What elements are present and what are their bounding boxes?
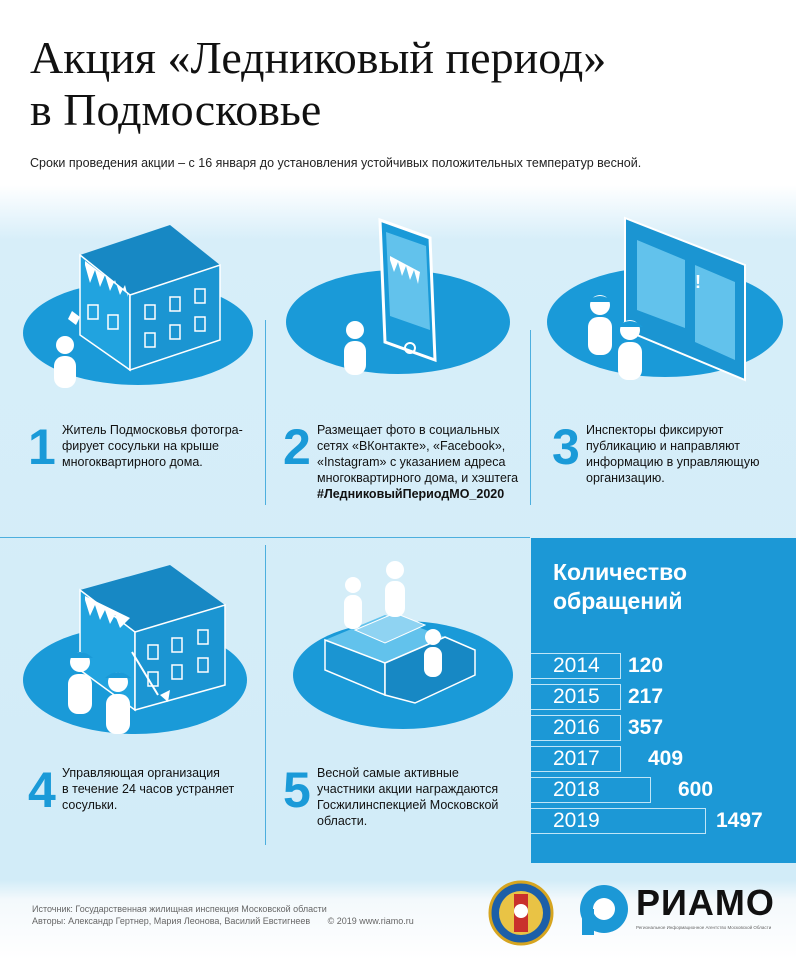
riamo-logo-subtitle: Региональное Информационное Агентство Московской Области	[636, 925, 772, 930]
step-number: 5	[283, 762, 311, 818]
stat-value: 1497	[716, 809, 763, 832]
stats-title: Количество обращений	[553, 559, 688, 614]
illustration-workers	[20, 560, 260, 750]
divider-v1	[265, 320, 266, 505]
divider-h1	[0, 537, 530, 538]
stat-year: 2015	[553, 685, 600, 708]
svg-text:!: !	[695, 272, 701, 292]
subtitle: Сроки проведения акции – с 16 января до установления устойчивых положительных температур весной.	[30, 156, 642, 170]
stat-year: 2018	[553, 778, 600, 801]
title-line-1: Акция «Ледниковый период»	[30, 32, 607, 83]
stat-year: 2019	[553, 809, 600, 832]
step-number: 1	[28, 419, 56, 475]
illustration-phone	[280, 210, 520, 395]
stat-row	[531, 653, 796, 679]
step-description: Инспекторы фиксируют публикацию и направляют информацию в управляющую организацию.	[586, 423, 760, 485]
stat-row	[531, 684, 796, 710]
illustration-podium	[285, 555, 520, 745]
stat-row	[531, 777, 796, 803]
source-text: Источник: Государственная жилищная инспекция Московской области	[32, 904, 327, 914]
illustration-inspectors	[545, 210, 795, 395]
stat-value: 217	[628, 685, 664, 708]
hashtag: #ЛедниковыйПериодМО_2020	[317, 487, 505, 501]
stat-year: 2016	[553, 716, 600, 739]
stat-value: 357	[628, 716, 664, 739]
step-description: Весной самые активные участники акции награждаются Госжилинспекцией Московской области.	[317, 766, 499, 828]
page-title	[30, 32, 790, 136]
riamo-logo-text: РИАМО	[636, 882, 775, 923]
title-line-2: в Подмосковье	[30, 84, 322, 135]
step-number: 4	[28, 762, 56, 818]
illustration-building-photo	[20, 215, 260, 395]
footer-credits	[32, 903, 414, 927]
emblem-icon	[488, 880, 554, 946]
stat-value: 120	[628, 654, 664, 677]
step-number: 3	[552, 419, 580, 475]
divider-v2	[530, 330, 531, 505]
stat-year: 2014	[553, 654, 600, 677]
riamo-logo-icon	[578, 883, 630, 935]
step-description: Размещает фото в социальных сетях «ВКонтакте», «Facebook», «Instagram» с указанием адреса многоквартирного дома, и хэштега #ЛедниковыйПериодМО_2020	[317, 423, 519, 501]
stat-value: 409	[648, 747, 684, 770]
stat-row	[531, 746, 796, 772]
step-number: 2	[283, 419, 311, 475]
stat-year: 2017	[553, 747, 600, 770]
stat-row	[531, 808, 796, 834]
step-description: Управляющая организация в течение 24 часов устраняет сосульки.	[62, 766, 235, 812]
divider-v3	[265, 545, 266, 845]
stat-value: 600	[678, 778, 714, 801]
stat-row	[531, 715, 796, 741]
copyright-text: © 2019 www.riamo.ru	[327, 916, 414, 926]
authors-text: Авторы: Александр Гертнер, Мария Леонова, Василий Евстигнеев	[32, 916, 311, 926]
step-description: Житель Подмосковья фотогра- фирует сосульки на крыше многоквартирного дома.	[62, 423, 243, 469]
stats-panel	[531, 538, 796, 863]
